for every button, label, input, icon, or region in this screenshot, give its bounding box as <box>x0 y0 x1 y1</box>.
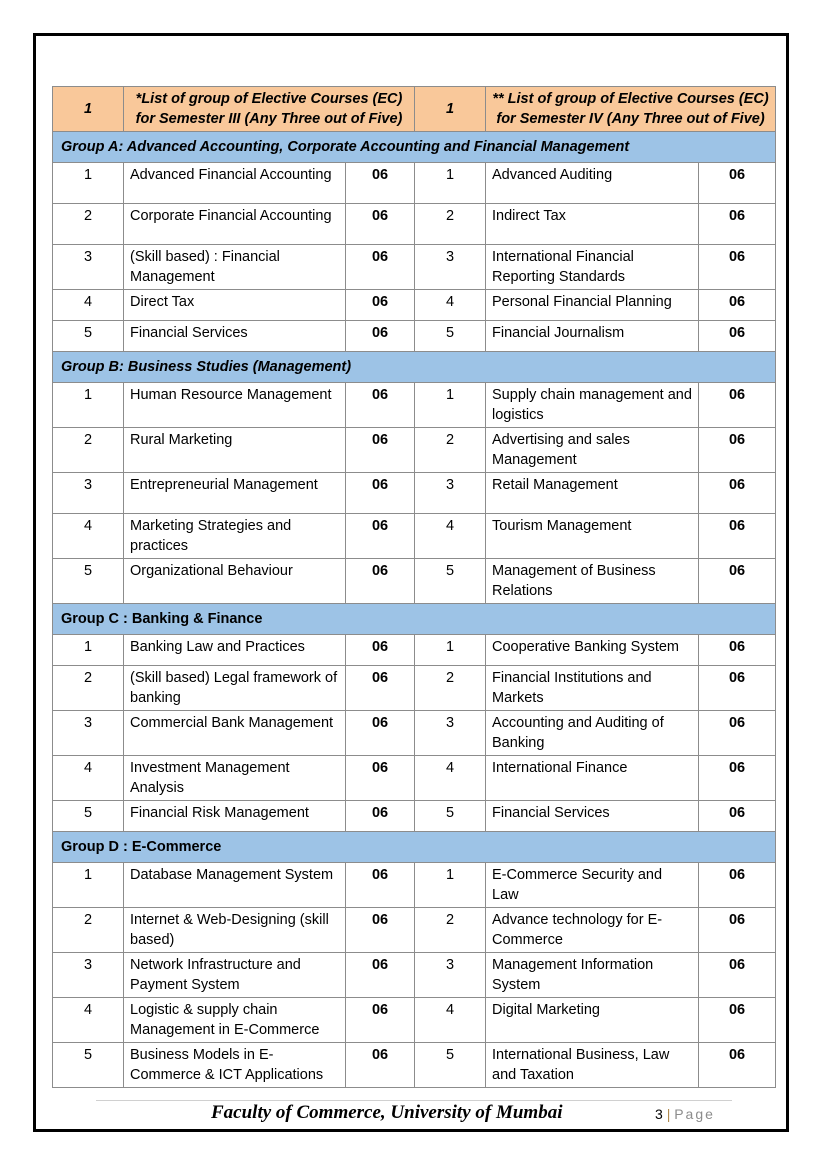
sem3-course-name: Marketing Strategies and practices <box>124 514 346 559</box>
sem4-course-name: Cooperative Banking System <box>486 635 699 666</box>
footer-title: Faculty of Commerce, University of Mumbai <box>211 1102 563 1123</box>
sem4-course-name: Financial Institutions and Markets <box>486 666 699 711</box>
table-row <box>53 635 776 666</box>
page-separator: | <box>666 1106 671 1122</box>
sem4-course-name: Management of Business Relations <box>486 559 699 604</box>
sem4-credits: 06 <box>699 163 776 204</box>
table-row <box>53 1043 776 1088</box>
sem3-course-name: Logistic & supply chain Management in E-Commerce <box>124 998 346 1043</box>
table-row <box>53 863 776 908</box>
sem4-course-name: Retail Management <box>486 473 699 514</box>
sem4-course-name: Advanced Auditing <box>486 163 699 204</box>
header-number-sem4: 1 <box>415 87 486 132</box>
sem4-course-name: Advance technology for E-Commerce <box>486 908 699 953</box>
sem4-serial: 5 <box>415 321 486 352</box>
sem4-serial: 3 <box>415 953 486 998</box>
sem3-course-name: Financial Services <box>124 321 346 352</box>
sem4-serial: 2 <box>415 428 486 473</box>
sem4-credits: 06 <box>699 559 776 604</box>
sem3-credits: 06 <box>346 711 415 756</box>
table-row <box>53 756 776 801</box>
sem4-course-name: Advertising and sales Management <box>486 428 699 473</box>
sem4-course-name: Financial Services <box>486 801 699 832</box>
sem4-course-name: Financial Journalism <box>486 321 699 352</box>
sem4-course-name: Indirect Tax <box>486 204 699 245</box>
table-row <box>53 473 776 514</box>
sem4-course-name: Personal Financial Planning <box>486 290 699 321</box>
footer-divider <box>96 1100 732 1101</box>
sem4-credits: 06 <box>699 321 776 352</box>
elective-courses-table <box>52 86 776 1088</box>
sem3-credits: 06 <box>346 290 415 321</box>
sem3-course-name: (Skill based) Legal framework of banking <box>124 666 346 711</box>
sem3-credits: 06 <box>346 321 415 352</box>
group-title: Group A: Advanced Accounting, Corporate Accounting and Financial Management <box>53 132 776 163</box>
sem4-serial: 2 <box>415 666 486 711</box>
sem4-course-name: Digital Marketing <box>486 998 699 1043</box>
sem3-course-name: (Skill based) : Financial Management <box>124 245 346 290</box>
table-row <box>53 953 776 998</box>
sem3-course-name: Internet & Web-Designing (skill based) <box>124 908 346 953</box>
sem3-serial: 5 <box>53 321 124 352</box>
sem3-credits: 06 <box>346 383 415 428</box>
sem4-serial: 3 <box>415 245 486 290</box>
sem3-serial: 3 <box>53 953 124 998</box>
sem4-serial: 5 <box>415 559 486 604</box>
group-header-row <box>53 132 776 163</box>
table-row <box>53 801 776 832</box>
sem3-credits: 06 <box>346 953 415 998</box>
sem3-credits: 06 <box>346 204 415 245</box>
header-sem4-title: ** List of group of Elective Courses (EC) for Semester IV (Any Three out of Five) <box>486 87 776 132</box>
sem4-course-name: Tourism Management <box>486 514 699 559</box>
sem4-credits: 06 <box>699 635 776 666</box>
sem3-serial: 4 <box>53 290 124 321</box>
table-header-row <box>53 87 776 132</box>
table-row <box>53 163 776 204</box>
sem3-credits: 06 <box>346 245 415 290</box>
group-header-row <box>53 604 776 635</box>
sem4-course-name: International Finance <box>486 756 699 801</box>
group-title: Group C : Banking & Finance <box>53 604 776 635</box>
sem3-serial: 1 <box>53 863 124 908</box>
sem3-course-name: Investment Management Analysis <box>124 756 346 801</box>
sem3-course-name: Organizational Behaviour <box>124 559 346 604</box>
group-title: Group D : E-Commerce <box>53 832 776 863</box>
sem3-credits: 06 <box>346 514 415 559</box>
group-header-row <box>53 352 776 383</box>
sem4-credits: 06 <box>699 998 776 1043</box>
sem4-credits: 06 <box>699 204 776 245</box>
sem3-serial: 3 <box>53 245 124 290</box>
sem3-credits: 06 <box>346 473 415 514</box>
sem3-serial: 1 <box>53 635 124 666</box>
sem3-serial: 1 <box>53 383 124 428</box>
sem3-course-name: Commercial Bank Management <box>124 711 346 756</box>
sem3-serial: 2 <box>53 908 124 953</box>
sem4-credits: 06 <box>699 863 776 908</box>
sem3-course-name: Human Resource Management <box>124 383 346 428</box>
sem3-course-name: Direct Tax <box>124 290 346 321</box>
group-header-row <box>53 832 776 863</box>
sem3-course-name: Banking Law and Practices <box>124 635 346 666</box>
sem3-serial: 4 <box>53 756 124 801</box>
table-row <box>53 908 776 953</box>
sem4-credits: 06 <box>699 666 776 711</box>
table-row <box>53 711 776 756</box>
sem3-credits: 06 <box>346 863 415 908</box>
sem3-serial: 2 <box>53 666 124 711</box>
sem3-credits: 06 <box>346 998 415 1043</box>
table-row <box>53 559 776 604</box>
table-row <box>53 666 776 711</box>
table-row <box>53 383 776 428</box>
sem4-credits: 06 <box>699 383 776 428</box>
sem4-credits: 06 <box>699 428 776 473</box>
sem3-serial: 3 <box>53 711 124 756</box>
sem3-credits: 06 <box>346 559 415 604</box>
sem3-serial: 2 <box>53 428 124 473</box>
sem3-credits: 06 <box>346 635 415 666</box>
header-number-sem3: 1 <box>53 87 124 132</box>
sem4-serial: 4 <box>415 514 486 559</box>
sem4-course-name: Supply chain management and logistics <box>486 383 699 428</box>
sem4-serial: 1 <box>415 635 486 666</box>
sem4-credits: 06 <box>699 1043 776 1088</box>
sem4-serial: 3 <box>415 473 486 514</box>
sem3-serial: 3 <box>53 473 124 514</box>
table-row <box>53 245 776 290</box>
sem3-course-name: Rural Marketing <box>124 428 346 473</box>
sem3-course-name: Advanced Financial Accounting <box>124 163 346 204</box>
sem3-credits: 06 <box>346 756 415 801</box>
sem4-serial: 4 <box>415 756 486 801</box>
sem3-credits: 06 <box>346 666 415 711</box>
sem4-credits: 06 <box>699 801 776 832</box>
sem4-credits: 06 <box>699 473 776 514</box>
sem4-credits: 06 <box>699 908 776 953</box>
sem3-course-name: Entrepreneurial Management <box>124 473 346 514</box>
sem4-course-name: Management Information System <box>486 953 699 998</box>
sem3-course-name: Database Management System <box>124 863 346 908</box>
table-row <box>53 514 776 559</box>
sem4-course-name: International Financial Reporting Standards <box>486 245 699 290</box>
sem4-credits: 06 <box>699 711 776 756</box>
sem3-serial: 5 <box>53 801 124 832</box>
page-number-block <box>655 1106 715 1122</box>
sem4-credits: 06 <box>699 245 776 290</box>
table-row <box>53 998 776 1043</box>
sem3-serial: 5 <box>53 1043 124 1088</box>
table-row <box>53 204 776 245</box>
sem3-course-name: Financial Risk Management <box>124 801 346 832</box>
sem3-serial: 5 <box>53 559 124 604</box>
sem4-serial: 2 <box>415 908 486 953</box>
sem4-course-name: Accounting and Auditing of Banking <box>486 711 699 756</box>
sem4-course-name: International Business, Law and Taxation <box>486 1043 699 1088</box>
header-sem3-title: *List of group of Elective Courses (EC) for Semester III (Any Three out of Five) <box>124 87 415 132</box>
group-title: Group B: Business Studies (Management) <box>53 352 776 383</box>
sem4-credits: 06 <box>699 756 776 801</box>
table-row <box>53 428 776 473</box>
sem3-course-name: Network Infrastructure and Payment System <box>124 953 346 998</box>
sem3-course-name: Business Models in E-Commerce & ICT Applications <box>124 1043 346 1088</box>
sem3-credits: 06 <box>346 908 415 953</box>
sem3-course-name: Corporate Financial Accounting <box>124 204 346 245</box>
sem4-serial: 3 <box>415 711 486 756</box>
sem4-serial: 1 <box>415 163 486 204</box>
sem3-credits: 06 <box>346 428 415 473</box>
page-number: 3 <box>655 1106 663 1122</box>
sem4-serial: 1 <box>415 863 486 908</box>
sem3-serial: 2 <box>53 204 124 245</box>
sem4-credits: 06 <box>699 290 776 321</box>
sem3-credits: 06 <box>346 801 415 832</box>
sem4-serial: 1 <box>415 383 486 428</box>
table-row <box>53 290 776 321</box>
sem4-serial: 5 <box>415 801 486 832</box>
sem4-credits: 06 <box>699 953 776 998</box>
sem4-serial: 4 <box>415 290 486 321</box>
table-row <box>53 321 776 352</box>
sem3-serial: 4 <box>53 514 124 559</box>
sem3-serial: 4 <box>53 998 124 1043</box>
sem4-credits: 06 <box>699 514 776 559</box>
page-word: Page <box>674 1106 715 1122</box>
sem4-serial: 2 <box>415 204 486 245</box>
sem4-serial: 4 <box>415 998 486 1043</box>
sem3-serial: 1 <box>53 163 124 204</box>
sem3-credits: 06 <box>346 163 415 204</box>
sem3-credits: 06 <box>346 1043 415 1088</box>
sem4-course-name: E-Commerce Security and Law <box>486 863 699 908</box>
sem4-serial: 5 <box>415 1043 486 1088</box>
